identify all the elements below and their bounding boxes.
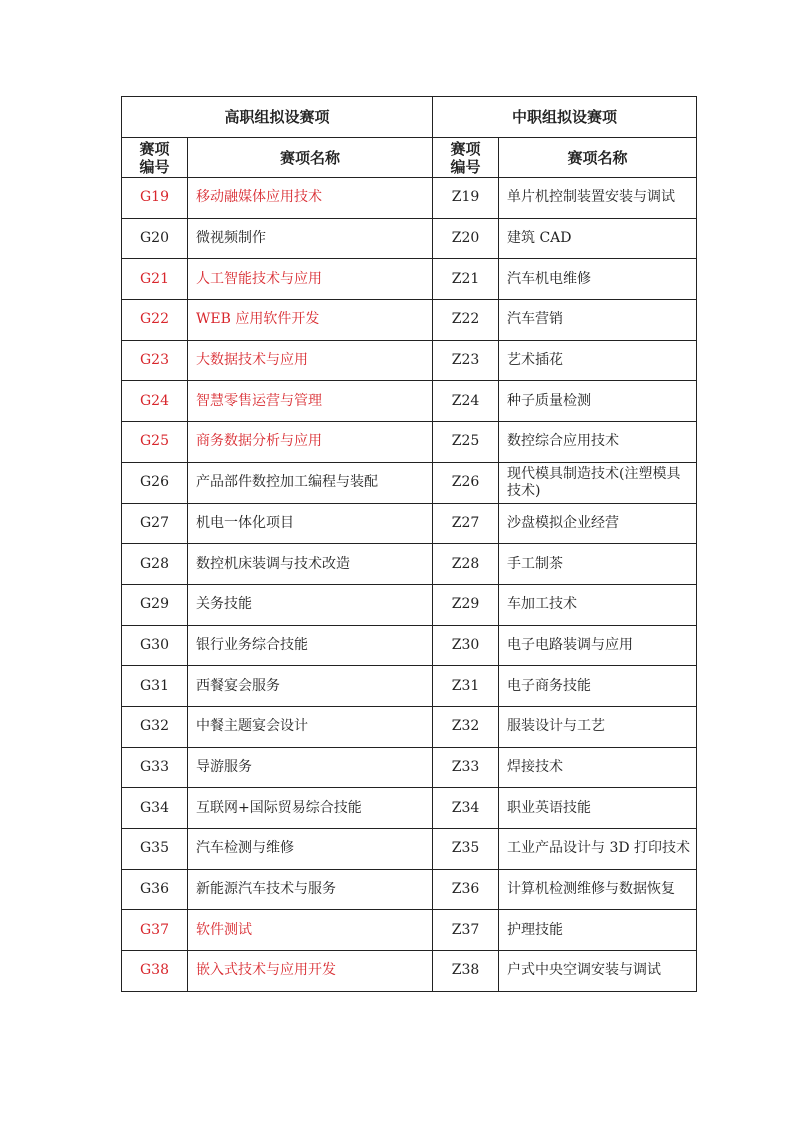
gaozhi-code-cell: G19 xyxy=(122,178,188,219)
table-row xyxy=(122,869,697,910)
gaozhi-code-header: 赛项 编号 xyxy=(122,138,188,178)
table-row xyxy=(122,788,697,829)
table-row xyxy=(122,666,697,707)
zhongzhi-code-cell: Z37 xyxy=(433,910,499,951)
zhongzhi-name-cell: 车加工技术 xyxy=(499,584,697,625)
gaozhi-code-cell: G31 xyxy=(122,666,188,707)
gaozhi-name-cell: 汽车检测与维修 xyxy=(188,829,433,870)
zhongzhi-code-cell: Z30 xyxy=(433,625,499,666)
zhongzhi-name-cell: 电子电路装调与应用 xyxy=(499,625,697,666)
competition-table xyxy=(121,96,697,992)
zhongzhi-name-cell: 单片机控制装置安装与调试 xyxy=(499,178,697,219)
zhongzhi-name-cell: 建筑 CAD xyxy=(499,218,697,259)
zhongzhi-name-cell: 工业产品设计与 3D 打印技术 xyxy=(499,829,697,870)
zhongzhi-name-cell: 计算机检测维修与数据恢复 xyxy=(499,869,697,910)
gaozhi-code-cell: G28 xyxy=(122,544,188,585)
gaozhi-name-cell: 人工智能技术与应用 xyxy=(188,259,433,300)
gaozhi-name-cell: 移动融媒体应用技术 xyxy=(188,178,433,219)
zhongzhi-name-cell: 护理技能 xyxy=(499,910,697,951)
gaozhi-name-cell: 商务数据分析与应用 xyxy=(188,422,433,463)
table-row xyxy=(122,300,697,341)
column-header-row xyxy=(122,138,697,178)
zhongzhi-name-header: 赛项名称 xyxy=(499,138,697,178)
gaozhi-name-cell: 导游服务 xyxy=(188,747,433,788)
zhongzhi-code-cell: Z22 xyxy=(433,300,499,341)
table-row xyxy=(122,910,697,951)
zhongzhi-code-cell: Z23 xyxy=(433,340,499,381)
table-row xyxy=(122,584,697,625)
zhongzhi-group-header: 中职组拟设赛项 xyxy=(433,97,697,138)
zhongzhi-name-cell: 现代模具制造技术(注塑模具技术) xyxy=(499,462,697,503)
zhongzhi-code-cell: Z36 xyxy=(433,869,499,910)
gaozhi-code-cell: G33 xyxy=(122,747,188,788)
zhongzhi-name-cell: 手工制茶 xyxy=(499,544,697,585)
zhongzhi-code-cell: Z20 xyxy=(433,218,499,259)
zhongzhi-code-cell: Z31 xyxy=(433,666,499,707)
zhongzhi-code-cell: Z27 xyxy=(433,503,499,544)
table-row xyxy=(122,381,697,422)
gaozhi-code-cell: G37 xyxy=(122,910,188,951)
gaozhi-name-cell: 嵌入式技术与应用开发 xyxy=(188,951,433,992)
gaozhi-name-cell: 智慧零售运营与管理 xyxy=(188,381,433,422)
zhongzhi-name-cell: 汽车营销 xyxy=(499,300,697,341)
zhongzhi-name-cell: 沙盘模拟企业经营 xyxy=(499,503,697,544)
table-row xyxy=(122,462,697,503)
zhongzhi-code-cell: Z19 xyxy=(433,178,499,219)
table-row xyxy=(122,625,697,666)
gaozhi-name-cell: 数控机床装调与技术改造 xyxy=(188,544,433,585)
zhongzhi-code-cell: Z34 xyxy=(433,788,499,829)
zhongzhi-name-cell: 职业英语技能 xyxy=(499,788,697,829)
gaozhi-name-cell: 新能源汽车技术与服务 xyxy=(188,869,433,910)
gaozhi-name-cell: 中餐主题宴会设计 xyxy=(188,706,433,747)
zhongzhi-code-cell: Z32 xyxy=(433,706,499,747)
zhongzhi-code-cell: Z28 xyxy=(433,544,499,585)
table-row xyxy=(122,218,697,259)
gaozhi-name-header: 赛项名称 xyxy=(188,138,433,178)
table-row xyxy=(122,503,697,544)
zhongzhi-code-cell: Z24 xyxy=(433,381,499,422)
gaozhi-name-cell: 微视频制作 xyxy=(188,218,433,259)
gaozhi-group-header: 高职组拟设赛项 xyxy=(122,97,433,138)
gaozhi-code-cell: G30 xyxy=(122,625,188,666)
zhongzhi-name-cell: 数控综合应用技术 xyxy=(499,422,697,463)
gaozhi-code-cell: G32 xyxy=(122,706,188,747)
gaozhi-name-cell: 互联网+国际贸易综合技能 xyxy=(188,788,433,829)
zhongzhi-name-cell: 艺术插花 xyxy=(499,340,697,381)
gaozhi-name-cell: 机电一体化项目 xyxy=(188,503,433,544)
gaozhi-name-cell: 软件测试 xyxy=(188,910,433,951)
zhongzhi-code-cell: Z33 xyxy=(433,747,499,788)
gaozhi-code-cell: G26 xyxy=(122,462,188,503)
gaozhi-code-cell: G23 xyxy=(122,340,188,381)
gaozhi-name-cell: 银行业务综合技能 xyxy=(188,625,433,666)
zhongzhi-code-cell: Z21 xyxy=(433,259,499,300)
zhongzhi-code-cell: Z38 xyxy=(433,951,499,992)
table-row xyxy=(122,951,697,992)
gaozhi-code-cell: G21 xyxy=(122,259,188,300)
gaozhi-code-cell: G24 xyxy=(122,381,188,422)
table-row xyxy=(122,829,697,870)
table-row xyxy=(122,259,697,300)
zhongzhi-code-cell: Z35 xyxy=(433,829,499,870)
zhongzhi-name-cell: 户式中央空调安装与调试 xyxy=(499,951,697,992)
gaozhi-name-cell: WEB 应用软件开发 xyxy=(188,300,433,341)
table-row xyxy=(122,544,697,585)
gaozhi-name-cell: 关务技能 xyxy=(188,584,433,625)
zhongzhi-name-cell: 汽车机电维修 xyxy=(499,259,697,300)
gaozhi-name-cell: 西餐宴会服务 xyxy=(188,666,433,707)
zhongzhi-name-cell: 种子质量检测 xyxy=(499,381,697,422)
gaozhi-code-cell: G25 xyxy=(122,422,188,463)
group-header-row xyxy=(122,97,697,138)
zhongzhi-name-cell: 服装设计与工艺 xyxy=(499,706,697,747)
table-row xyxy=(122,178,697,219)
gaozhi-name-cell: 大数据技术与应用 xyxy=(188,340,433,381)
zhongzhi-code-cell: Z29 xyxy=(433,584,499,625)
table-row xyxy=(122,422,697,463)
zhongzhi-code-cell: Z26 xyxy=(433,462,499,503)
zhongzhi-name-cell: 电子商务技能 xyxy=(499,666,697,707)
gaozhi-code-cell: G22 xyxy=(122,300,188,341)
zhongzhi-code-header: 赛项 编号 xyxy=(433,138,499,178)
zhongzhi-name-cell: 焊接技术 xyxy=(499,747,697,788)
gaozhi-code-cell: G38 xyxy=(122,951,188,992)
gaozhi-code-cell: G34 xyxy=(122,788,188,829)
gaozhi-code-cell: G20 xyxy=(122,218,188,259)
gaozhi-code-cell: G35 xyxy=(122,829,188,870)
zhongzhi-code-cell: Z25 xyxy=(433,422,499,463)
table-row xyxy=(122,706,697,747)
gaozhi-code-cell: G27 xyxy=(122,503,188,544)
gaozhi-code-cell: G29 xyxy=(122,584,188,625)
table-row xyxy=(122,747,697,788)
table-row xyxy=(122,340,697,381)
gaozhi-name-cell: 产品部件数控加工编程与装配 xyxy=(188,462,433,503)
gaozhi-code-cell: G36 xyxy=(122,869,188,910)
